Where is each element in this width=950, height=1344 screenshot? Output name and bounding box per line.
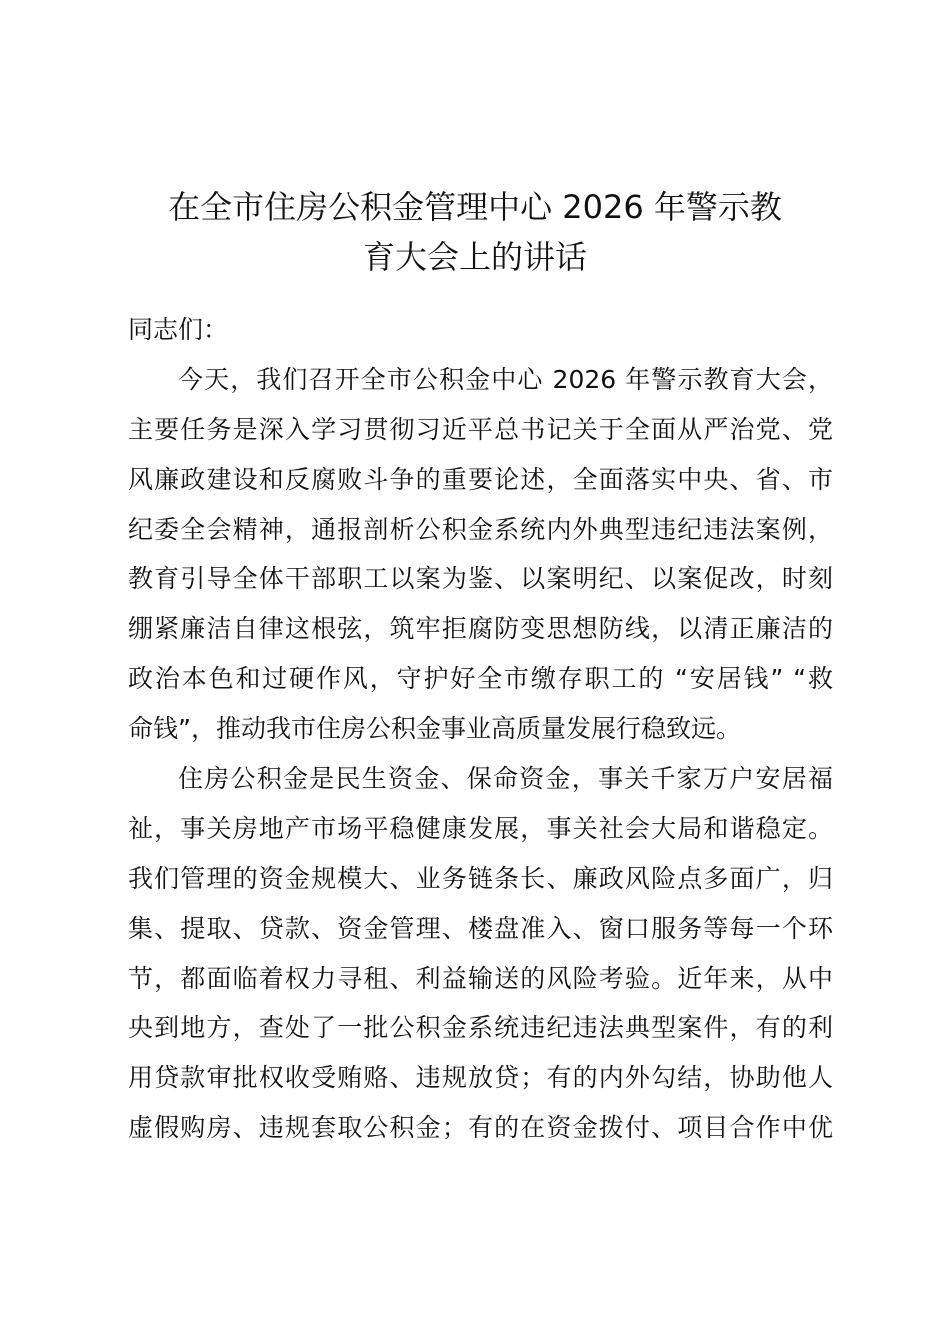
salutation: 同志们： (128, 315, 229, 344)
document-body (128, 305, 833, 1153)
paragraph-line: 我们管理的资金规模大、业务链条长、廉政风险点多面广，归 (128, 863, 833, 893)
paragraph-line: 纪委全会精神，通报剖析公积金系统内外典型违纪违法案例， (128, 514, 833, 544)
paragraph-line: 虚假购房、违规套取公积金；有的在资金拨付、项目合作中优 (128, 1113, 833, 1143)
paragraph-line: 主要任务是深入学习贯彻习近平总书记关于全面从严治党、党 (128, 414, 833, 444)
paragraph-line: 祉，事关房地产市场平稳健康发展，事关社会大局和谐稳定。 (128, 813, 833, 843)
paragraph-2 (128, 754, 833, 1153)
paragraph-line: 央到地方，查处了一批公积金系统违纪违法典型案件，有的利 (128, 1013, 833, 1043)
paragraph-line: 政治本色和过硬作风，守护好全市缴存职工的 “安居钱” “救 (128, 664, 833, 694)
paragraph-line: 今天，我们召开全市公积金中心 2026 年警示教育大会， (178, 364, 833, 394)
paragraph-line: 命钱”，推动我市住房公积金事业高质量发展行稳致远。 (128, 714, 741, 744)
paragraph-line: 住房公积金是民生资金、保命资金，事关千家万户安居福 (178, 764, 833, 794)
document-title (120, 182, 830, 282)
title-line-1: 在全市住房公积金管理中心 2026 年警示教 (168, 188, 782, 226)
paragraph-line: 节，都面临着权力寻租、利益输送的风险考验。近年来，从中 (128, 963, 833, 993)
paragraph-line: 风廉政建设和反腐败斗争的重要论述，全面落实中央、省、市 (128, 464, 833, 494)
paragraph-line: 用贷款审批权收受贿赂、违规放贷；有的内外勾结，协助他人 (128, 1063, 833, 1093)
paragraph-line: 教育引导全体干部职工以案为鉴、以案明纪、以案促改，时刻 (128, 564, 833, 594)
paragraph-line: 集、提取、贷款、资金管理、楼盘准入、窗口服务等每一个环 (128, 913, 833, 943)
paragraph-line: 绷紧廉洁自律这根弦，筑牢拒腐防变思想防线，以清正廉洁的 (128, 614, 833, 644)
paragraph-1 (128, 355, 833, 754)
title-line-2: 育大会上的讲话 (362, 238, 587, 276)
